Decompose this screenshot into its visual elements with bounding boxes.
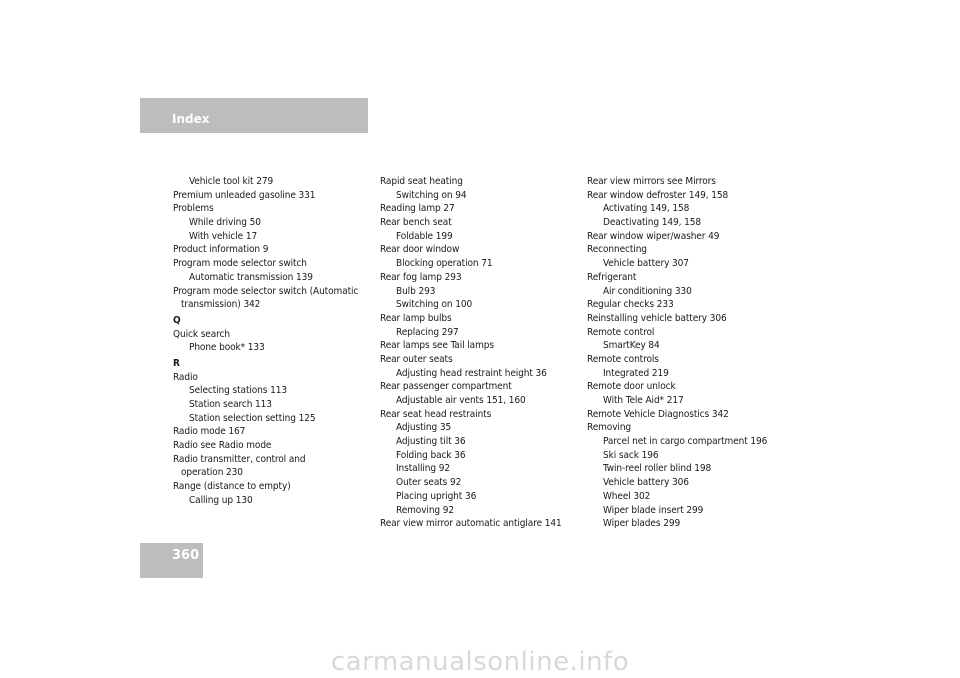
index-entry: Rear lamp bulbs xyxy=(380,312,452,324)
index-entry: Vehicle battery 306 xyxy=(603,477,689,489)
index-entry: While driving 50 xyxy=(189,217,261,229)
index-entry: Radio xyxy=(173,371,198,383)
index-entry: Vehicle battery 307 xyxy=(603,258,689,270)
index-entry: Rear door window xyxy=(380,244,460,256)
index-entry: Station search 113 xyxy=(189,399,272,410)
index-entry: Station selection setting 125 xyxy=(189,412,316,424)
index-entry: Ski sack 196 xyxy=(603,449,659,461)
index-entry: Deactivating 149, 158 xyxy=(603,217,702,229)
index-entry: Regular checks 233 xyxy=(587,299,674,311)
index-entry: With vehicle 17 xyxy=(189,230,258,242)
index-entry: Range (distance to empty) xyxy=(173,481,291,493)
index-entry: Rear passenger compartment xyxy=(380,381,512,393)
index-column-1 xyxy=(173,175,373,508)
index-entry: Twin-reel roller blind 198 xyxy=(603,463,712,475)
section-header-bar xyxy=(140,98,368,133)
index-entry: Reading lamp 27 xyxy=(380,203,455,215)
index-entry: Removing 92 xyxy=(396,504,455,516)
index-entry: Radio mode 167 xyxy=(173,426,246,438)
index-letter-heading: Q xyxy=(173,314,181,326)
index-entry: Installing 92 xyxy=(396,463,450,475)
index-entry: Adjusting head restraint height 36 xyxy=(396,367,547,379)
index-entry: Rear window wiper/washer 49 xyxy=(587,230,720,242)
index-entry: Rear view mirror automatic antiglare 141 xyxy=(380,518,562,530)
index-entry: Remote controls xyxy=(587,353,659,365)
index-entry: Adjustable air vents 151, 160 xyxy=(396,395,526,406)
index-entry: Foldable 199 xyxy=(396,230,453,242)
index-entry: Automatic transmission 139 xyxy=(189,271,313,283)
index-entry: Rear bench seat xyxy=(380,217,452,229)
index-entry: Reconnecting xyxy=(587,244,647,256)
index-entry: Rear view mirrors see Mirrors xyxy=(587,176,716,187)
index-entry: Switching on 100 xyxy=(396,299,473,311)
index-column-2 xyxy=(380,175,585,531)
index-entry: Removing xyxy=(587,422,632,434)
index-letter-heading: R xyxy=(173,357,180,369)
index-entry: Premium unleaded gasoline 331 xyxy=(173,189,316,201)
index-entry: Blocking operation 71 xyxy=(396,258,493,270)
index-entry: Rear lamps see Tail lamps xyxy=(380,340,494,352)
index-entry: Parcel net in cargo compartment 196 xyxy=(603,436,768,448)
index-entry: Adjusting tilt 36 xyxy=(396,436,466,448)
index-entry: Wiper blades 299 xyxy=(603,518,681,530)
index-entry: Outer seats 92 xyxy=(396,477,462,489)
index-entry: Vehicle tool kit 279 xyxy=(189,176,274,187)
index-entry: Rapid seat heating xyxy=(380,176,463,187)
index-entry: Bulb 293 xyxy=(396,285,436,297)
index-entry: Wheel 302 xyxy=(603,490,651,502)
index-entry: Refrigerant xyxy=(587,271,637,283)
index-entry: Placing upright 36 xyxy=(396,490,477,502)
index-entry: SmartKey 84 xyxy=(603,340,660,352)
index-entry: Reinstalling vehicle battery 306 xyxy=(587,312,727,324)
index-entry: Remote Vehicle Diagnostics 342 xyxy=(587,408,729,420)
index-entry: operation 230 xyxy=(181,467,243,479)
index-entry: Rear window defroster 149, 158 xyxy=(587,189,729,201)
watermark: carmanualsonline.info xyxy=(330,647,630,677)
index-entry: Calling up 130 xyxy=(189,494,253,506)
index-entry: Quick search xyxy=(173,328,230,340)
index-entry: Program mode selector switch (Automatic xyxy=(173,285,359,297)
index-entry: transmission) 342 xyxy=(181,299,261,311)
index-entry: Radio see Radio mode xyxy=(173,440,272,452)
index-entry: Adjusting 35 xyxy=(396,422,452,434)
index-entry: Problems xyxy=(173,203,214,215)
index-entry: Rear seat head restraints xyxy=(380,408,492,420)
index-entry: Remote control xyxy=(587,326,655,338)
index-entry: Product information 9 xyxy=(173,244,269,256)
index-entry: Integrated 219 xyxy=(603,367,669,379)
index-entry: Wiper blade insert 299 xyxy=(603,504,704,516)
index-column-3 xyxy=(587,175,787,531)
page-number: 360 xyxy=(172,548,200,563)
index-entry: Remote door unlock xyxy=(587,381,676,393)
index-entry: Air conditioning 330 xyxy=(603,285,692,297)
index-entry: Phone book* 133 xyxy=(189,342,265,354)
index-entry: Activating 149, 158 xyxy=(603,203,690,215)
index-entry: Rear outer seats xyxy=(380,353,453,365)
index-entry: Radio transmitter, control and xyxy=(173,453,306,465)
index-entry: With Tele Aid* 217 xyxy=(603,395,684,406)
index-entry: Switching on 94 xyxy=(396,189,467,201)
page-number-box xyxy=(140,543,203,578)
index-entry: Rear fog lamp 293 xyxy=(380,271,462,283)
index-entry: Program mode selector switch xyxy=(173,258,307,270)
index-entry: Folding back 36 xyxy=(396,449,466,461)
section-title: Index xyxy=(172,112,210,126)
index-entry: Selecting stations 113 xyxy=(189,385,288,397)
index-entry: Replacing 297 xyxy=(396,326,459,338)
